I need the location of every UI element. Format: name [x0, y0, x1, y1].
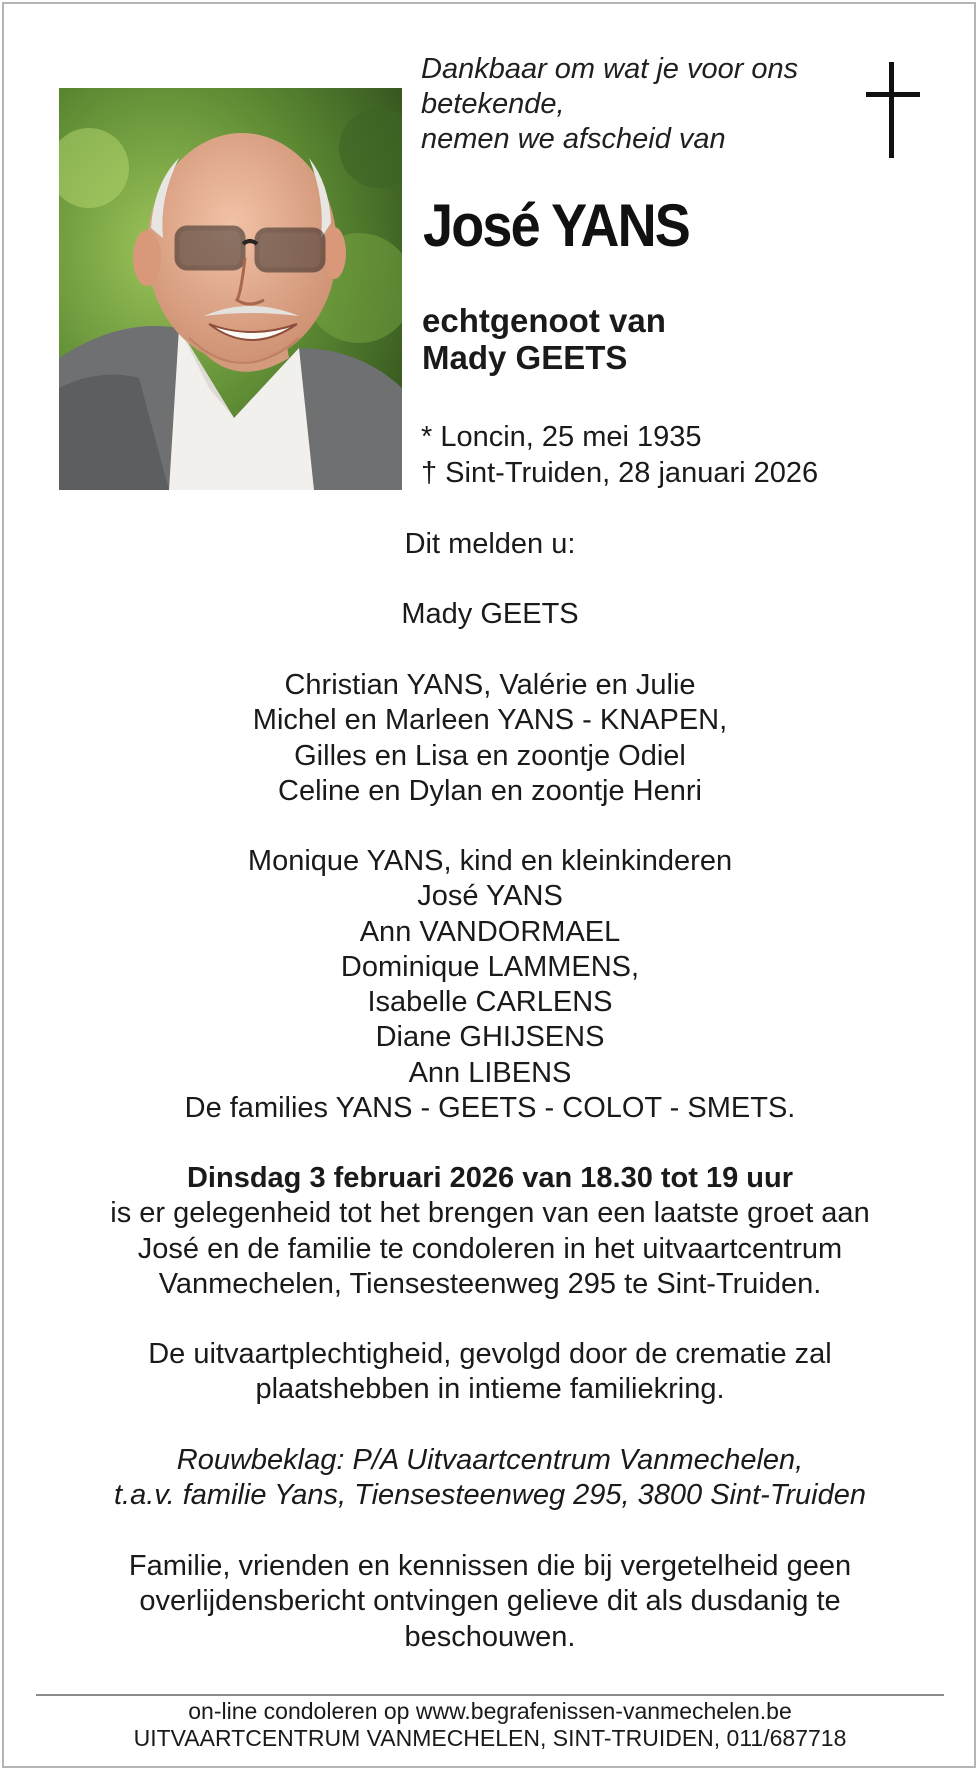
condolences-line: Rouwbeklag: P/A Uitvaartcentrum Vanmechelen, [176, 1444, 804, 1476]
family-line: Monique YANS, kind en kleinkinderen [247, 845, 733, 877]
wife-name: Mady GEETS [401, 598, 579, 630]
spouse-name: Mady GEETS [422, 339, 628, 376]
portrait-photo [59, 88, 402, 490]
family-line: Diane GHIJSENS [375, 1021, 605, 1054]
notice-line: overlijdensbericht ontvingen gelieve dit als dusdanig te [139, 1585, 841, 1618]
wife-block [40, 597, 940, 632]
birth-date: * Loncin, 25 mei 1935 [421, 421, 702, 453]
family-line: José YANS [417, 880, 563, 913]
ceremony-line: De uitvaartplechtigheid, gevolgd door de crematie zal [148, 1338, 832, 1370]
life-dates [421, 419, 818, 491]
death-date: † Sint-Truiden, 28 januari 2026 [421, 457, 819, 489]
cross-icon [862, 60, 924, 160]
family-line: Dominique LAMMENS, [340, 950, 640, 983]
spouse-relation: echtgenoot van [422, 302, 666, 339]
visitation-heading: Dinsdag 3 februari 2026 van 18.30 tot 19 uur [186, 1162, 793, 1194]
footer [40, 1698, 940, 1752]
intro-line: nemen we afscheid van [421, 123, 726, 155]
family-line: Isabelle CARLENS [367, 986, 613, 1019]
family-line: Christian YANS, Valérie en Julie [284, 669, 696, 701]
announce-line: Dit melden u: [404, 528, 576, 560]
visitation-line: is er gelegenheid tot het brengen van een laatste groet aan [110, 1197, 870, 1230]
notice-block [40, 1549, 940, 1655]
footer-divider [36, 1694, 944, 1696]
condolences-block [40, 1443, 940, 1514]
visitation-line: Vanmechelen, Tiensesteenweg 295 te Sint-Truiden. [158, 1267, 822, 1300]
footer-website-line: on-line condoleren op www.begrafenissen-vanmechelen.be [188, 1698, 792, 1724]
deceased-name: José YANS [423, 192, 689, 259]
announcement [40, 527, 940, 562]
intro-line: betekende, [421, 88, 565, 120]
notice-line: Familie, vrienden en kennissen die bij vergetelheid geen [128, 1550, 852, 1582]
visitation-block [40, 1161, 940, 1302]
family-line: Gilles en Lisa en zoontje Odiel [294, 739, 686, 772]
intro-line: Dankbaar om wat je voor ons [421, 53, 799, 85]
visitation-line: José en de familie te condoleren in het uitvaartcentrum [137, 1232, 843, 1265]
footer-contact-line: UITVAARTCENTRUM VANMECHELEN, SINT-TRUIDEN, 011/687718 [133, 1725, 847, 1751]
condolences-line: t.a.v. familie Yans, Tiensesteenweg 295, 3800 Sint-Truiden [113, 1479, 867, 1512]
family-line: Ann VANDORMAEL [359, 915, 621, 948]
ceremony-block [40, 1337, 940, 1408]
family-line: Celine en Dylan en zoontje Henri [278, 774, 702, 807]
family-line: Ann LIBENS [408, 1056, 572, 1089]
family-line: Michel en Marleen YANS - KNAPEN, [252, 704, 728, 737]
intro-text [421, 52, 851, 157]
children-block [40, 668, 940, 809]
others-block [40, 844, 940, 1126]
spouse-info [422, 302, 666, 376]
notice-line: beschouwen. [404, 1620, 576, 1653]
family-line: De families YANS - GEETS - COLOT - SMETS. [184, 1092, 796, 1125]
ceremony-line: plaatshebben in intieme familiekring. [255, 1373, 725, 1406]
